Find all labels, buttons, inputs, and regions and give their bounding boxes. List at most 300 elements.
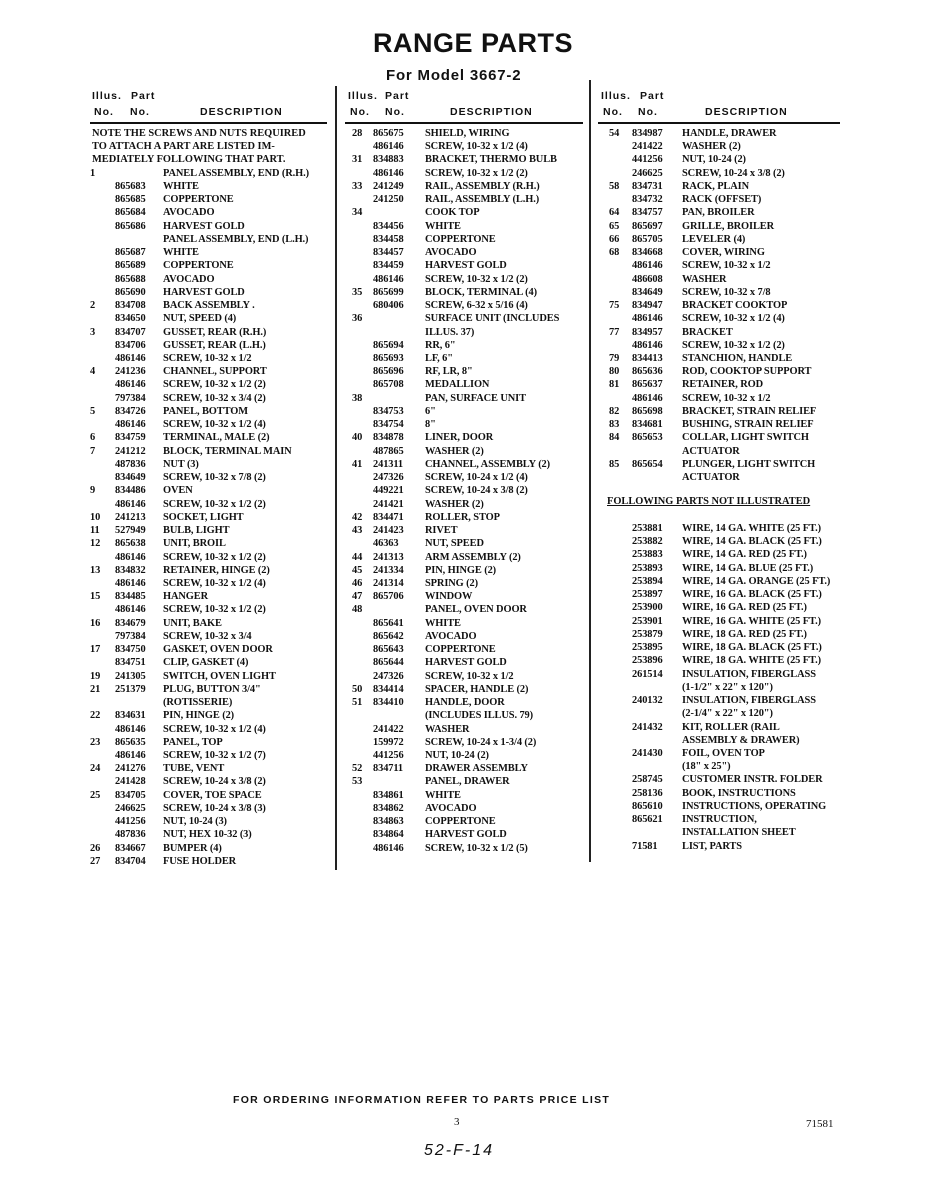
part-row <box>607 787 847 800</box>
part-description: UNIT, BROIL <box>163 538 226 550</box>
part-number: 486608 <box>632 273 663 285</box>
part-row <box>350 749 585 762</box>
part-description: (INCLUDES ILLUS. 79) <box>425 710 533 722</box>
illus-number: 40 <box>352 432 363 444</box>
illus-number: 7 <box>90 445 96 457</box>
part-description: BRACKET, STRAIN RELIEF <box>682 405 817 417</box>
part-description: NUT, 10-24 (2) <box>425 750 489 762</box>
part-description: SCREW, 10-32 x 1/2 (4) <box>682 313 785 325</box>
part-description: PANEL ASSEMBLY, END (L.H.) <box>163 233 309 245</box>
part-description: COPPERTONE <box>163 194 234 206</box>
part-number: 241423 <box>373 525 404 537</box>
part-row <box>350 299 585 312</box>
part-description: WHITE <box>425 220 461 232</box>
part-row <box>607 681 847 694</box>
part-number: 241305 <box>115 670 146 682</box>
part-number: 834731 <box>632 180 663 192</box>
part-description: RR, 6" <box>425 339 456 351</box>
part-description: SCREW, 10-32 x 1/2 (2) <box>163 551 266 563</box>
part-description: SCREW, 6-32 x 5/16 (4) <box>425 300 528 312</box>
part-number: 834410 <box>373 697 404 709</box>
part-number: 865708 <box>373 379 404 391</box>
part-description: HANDLE, DRAWER <box>682 128 777 139</box>
part-description: SCREW, 10-32 x 3/4 <box>163 630 252 642</box>
part-row <box>350 206 585 219</box>
part-number: 241421 <box>373 498 404 510</box>
header-part: Part <box>385 90 410 102</box>
part-row <box>607 813 847 826</box>
column-divider <box>589 80 591 862</box>
part-row <box>88 180 333 193</box>
part-number: 865693 <box>373 352 404 364</box>
illus-number: 27 <box>90 855 101 867</box>
part-description: BRACKET, THERMO BULB <box>425 154 557 166</box>
model-subtitle: For Model 3667-2 <box>386 67 522 84</box>
part-description: DRAWER ASSEMBLY <box>425 763 528 775</box>
illus-number: 15 <box>90 591 101 603</box>
part-description: WIRE, 14 GA. WHITE (25 FT.) <box>682 523 821 534</box>
part-description: INSTRUCTIONS, OPERATING <box>682 800 827 812</box>
part-description: BLOCK, TERMINAL (4) <box>425 286 537 298</box>
part-row <box>607 299 847 312</box>
part-row <box>607 405 847 418</box>
part-number: 834732 <box>632 194 663 206</box>
part-row <box>350 193 585 206</box>
part-description: LEVELER (4) <box>682 233 746 245</box>
part-description: BLOCK, TERMINAL MAIN <box>163 445 292 457</box>
part-description: PLUG, BUTTON 3/4" <box>163 683 261 695</box>
part-number: 441256 <box>373 750 404 762</box>
part-number: 486146 <box>632 392 663 404</box>
part-row <box>607 220 847 233</box>
part-row <box>350 259 585 272</box>
part-row <box>607 418 847 431</box>
part-description: RIVET <box>425 525 458 537</box>
part-number: 834414 <box>373 683 404 695</box>
part-number: 865684 <box>115 207 146 219</box>
part-row <box>350 736 585 749</box>
part-description: STANCHION, HANDLE <box>682 352 793 364</box>
part-number: 834459 <box>373 260 404 272</box>
part-number: 486146 <box>373 273 404 285</box>
illus-number: 34 <box>352 207 363 219</box>
part-number: 834757 <box>632 207 663 219</box>
part-number: 487836 <box>115 458 146 470</box>
part-description: HARVEST GOLD <box>425 260 507 272</box>
part-number: 865697 <box>632 220 663 232</box>
part-description: WASHER (2) <box>682 141 741 153</box>
part-row <box>607 548 847 561</box>
part-row <box>350 127 585 140</box>
part-number: 46363 <box>373 538 399 550</box>
part-number: 834957 <box>632 326 663 338</box>
part-description: WIRE, 16 GA. RED (25 FT.) <box>682 602 807 614</box>
part-number: 834485 <box>115 591 146 603</box>
part-number: 865638 <box>115 538 146 550</box>
part-number: 865687 <box>115 247 146 259</box>
illus-number: 23 <box>90 736 101 748</box>
part-number: 241422 <box>373 723 404 735</box>
part-description: BULB, LIGHT <box>163 525 230 537</box>
illus-number: 25 <box>90 789 101 801</box>
part-row <box>350 180 585 193</box>
part-description: TUBE, VENT <box>163 763 225 775</box>
part-row <box>350 233 585 246</box>
part-row <box>88 603 333 616</box>
part-row <box>350 815 585 828</box>
part-row <box>88 206 333 219</box>
part-description: COPPERTONE <box>425 816 496 828</box>
part-description: WHITE <box>425 789 461 801</box>
part-number: 241428 <box>115 776 146 788</box>
illus-number: 47 <box>352 591 363 603</box>
part-description: PANEL, TOP <box>163 736 223 748</box>
part-description: INSULATION, FIBERGLASS <box>682 695 816 707</box>
part-description: SCREW, 10-24 x 3/8 (2) <box>163 776 266 788</box>
illus-number: 21 <box>90 683 101 695</box>
part-description: SCREW, 10-32 x 1/2 (4) <box>163 577 266 589</box>
part-number: 486146 <box>115 604 146 616</box>
part-description: SCREW, 10-32 x 1/2 <box>163 352 252 364</box>
part-row <box>88 484 333 497</box>
illus-number: 84 <box>609 432 620 444</box>
header-rule <box>598 122 840 124</box>
part-description: WIRE, 14 GA. ORANGE (25 FT.) <box>682 575 831 587</box>
part-number: 865635 <box>115 736 146 748</box>
part-row <box>350 842 585 855</box>
part-row <box>88 511 333 524</box>
part-row <box>607 747 847 760</box>
part-description: RETAINER, ROD <box>682 379 764 391</box>
part-row <box>607 326 847 339</box>
illus-number: 50 <box>352 683 363 695</box>
part-description: PANEL, OVEN DOOR <box>425 604 527 616</box>
part-row <box>350 511 585 524</box>
part-description: FUSE HOLDER <box>163 855 237 867</box>
part-row <box>607 167 847 180</box>
part-row <box>350 696 585 709</box>
part-description: COPPERTONE <box>425 233 496 245</box>
part-number: 253879 <box>632 628 663 640</box>
part-description: TERMINAL, MALE (2) <box>163 432 270 444</box>
part-row <box>88 418 333 431</box>
part-row <box>88 855 333 868</box>
illus-number: 2 <box>90 300 96 312</box>
part-row <box>350 590 585 603</box>
part-description: HANGER <box>163 591 209 603</box>
part-row <box>88 498 333 511</box>
column-divider <box>335 86 337 870</box>
part-number: 865685 <box>115 194 146 206</box>
illus-number: 3 <box>90 326 96 338</box>
part-number: 834726 <box>115 405 146 417</box>
part-number: 865636 <box>632 366 663 378</box>
part-number: 486146 <box>115 379 146 391</box>
part-row <box>350 670 585 683</box>
part-description: SCREW, 10-32 x 1/2 (2) <box>163 604 266 616</box>
part-description: FOIL, OVEN TOP <box>682 747 765 759</box>
part-description: SURFACE UNIT (INCLUDES <box>425 313 560 325</box>
part-number: 240132 <box>632 695 663 707</box>
part-row <box>607 458 847 471</box>
illus-number: 79 <box>609 352 620 364</box>
part-row <box>88 524 333 537</box>
note-line: TO ATTACH A PART ARE LISTED IM- <box>92 141 275 153</box>
part-number: 247326 <box>373 670 404 682</box>
parts-column-1 <box>88 127 333 868</box>
part-row <box>350 828 585 841</box>
part-description: COPPERTONE <box>163 260 234 272</box>
part-description: BUMPER (4) <box>163 842 222 854</box>
part-description: AVOCADO <box>163 207 215 219</box>
header-part: Part <box>131 90 156 102</box>
part-row <box>88 577 333 590</box>
part-number: 865643 <box>373 644 404 656</box>
part-description: ASSEMBLY & DRAWER) <box>682 734 800 746</box>
part-description: WASHER (2) <box>425 498 484 510</box>
part-row <box>607 365 847 378</box>
part-row <box>607 668 847 681</box>
part-description: COPPERTONE <box>425 644 496 656</box>
part-number: 251379 <box>115 683 146 695</box>
part-row <box>350 537 585 550</box>
part-number: 834681 <box>632 419 663 431</box>
part-number: 253881 <box>632 523 663 534</box>
part-row <box>350 273 585 286</box>
part-description: SCREW, 10-24 x 3/8 (2) <box>425 485 528 497</box>
part-number: 241430 <box>632 747 663 759</box>
part-row <box>88 378 333 391</box>
part-row <box>350 762 585 775</box>
part-number: 241422 <box>632 141 663 153</box>
part-row <box>350 326 585 339</box>
part-row <box>88 352 333 365</box>
part-number: 241236 <box>115 366 146 378</box>
illus-number: 33 <box>352 180 363 192</box>
part-description: BRACKET COOKTOP <box>682 300 788 312</box>
part-row <box>88 326 333 339</box>
part-row <box>88 405 333 418</box>
part-description: BACK ASSEMBLY . <box>163 300 255 312</box>
part-row <box>88 551 333 564</box>
part-row <box>88 299 333 312</box>
part-description: WASHER <box>425 723 470 735</box>
part-number: 258136 <box>632 787 663 799</box>
part-description: SPRING (2) <box>425 577 478 589</box>
part-number: 486146 <box>373 141 404 153</box>
part-description: RETAINER, HINGE (2) <box>163 564 270 576</box>
part-description: HARVEST GOLD <box>163 286 245 298</box>
part-description: NUT, SPEED <box>425 538 484 550</box>
illus-number: 82 <box>609 405 620 417</box>
part-description: WIRE, 14 GA. RED (25 FT.) <box>682 549 807 561</box>
part-number: 449221 <box>373 485 404 497</box>
part-number: 834650 <box>115 313 146 325</box>
part-number: 834456 <box>373 220 404 232</box>
part-row <box>607 628 847 641</box>
part-description: WIRE, 14 GA. BLACK (25 FT.) <box>682 536 822 548</box>
part-row <box>350 617 585 630</box>
part-number: 253882 <box>632 536 663 548</box>
part-number: 241250 <box>373 194 404 206</box>
part-description: SCREW, 10-32 x 1/2 (2) <box>682 339 785 351</box>
part-row <box>88 842 333 855</box>
part-number: 258745 <box>632 774 663 786</box>
handwritten-note: 52-F-14 <box>424 1142 495 1159</box>
part-description: (18" x 25") <box>682 761 731 773</box>
part-row <box>88 723 333 736</box>
part-description: SHIELD, WIRING <box>425 128 510 139</box>
part-row <box>88 630 333 643</box>
illus-number: 38 <box>352 392 363 404</box>
part-description: LINER, DOOR <box>425 432 494 444</box>
part-number: 486146 <box>632 313 663 325</box>
part-description: PIN, HINGE (2) <box>163 710 235 722</box>
part-description: SCREW, 10-32 x 1/2 (4) <box>163 419 266 431</box>
part-row <box>350 458 585 471</box>
part-description: WASHER <box>682 273 727 285</box>
part-row <box>607 760 847 773</box>
part-description: WIRE, 14 GA. BLUE (25 FT.) <box>682 562 814 574</box>
illus-number: 12 <box>90 538 101 550</box>
part-row <box>88 683 333 696</box>
illus-number: 52 <box>352 763 363 775</box>
part-description: SCREW, 10-24 x 3/8 (3) <box>163 802 266 814</box>
part-description: KIT, ROLLER (RAIL <box>682 721 780 733</box>
part-row <box>350 603 585 616</box>
part-row <box>607 562 847 575</box>
part-description: GUSSET, REAR (L.H.) <box>163 339 266 351</box>
part-number: 486146 <box>115 551 146 563</box>
part-description: AVOCADO <box>163 273 215 285</box>
part-description: AVOCADO <box>425 802 477 814</box>
part-description: SCREW, 10-32 x 1/2 (2) <box>425 273 528 285</box>
header-illus-no: No. <box>603 106 623 118</box>
part-number: 834751 <box>115 657 146 669</box>
part-number: 253894 <box>632 575 663 587</box>
illus-number: 64 <box>609 207 620 219</box>
part-row <box>607 259 847 272</box>
part-number: 834754 <box>373 419 404 431</box>
part-row <box>88 339 333 352</box>
part-description: SCREW, 10-32 x 3/4 (2) <box>163 392 266 404</box>
header-illus: Illus. <box>348 90 378 102</box>
part-number: 834679 <box>115 617 146 629</box>
header-illus-no: No. <box>350 106 370 118</box>
part-description: WIRE, 18 GA. WHITE (25 FT.) <box>682 655 821 667</box>
part-number: 797384 <box>115 630 146 642</box>
part-description: UNIT, BAKE <box>163 617 222 629</box>
part-row <box>88 643 333 656</box>
part-number: 486146 <box>115 352 146 364</box>
part-description: ROLLER, STOP <box>425 511 500 523</box>
part-description: COVER, WIRING <box>682 247 765 259</box>
part-row <box>350 656 585 669</box>
part-row <box>88 233 333 246</box>
part-description: CHANNEL, ASSEMBLY (2) <box>425 458 551 470</box>
illus-number: 45 <box>352 564 363 576</box>
part-number: 865610 <box>632 800 663 812</box>
parts-column-3 <box>607 127 847 484</box>
part-description: ROD, COOKTOP SUPPORT <box>682 366 812 378</box>
part-description: LF, 6" <box>425 352 453 364</box>
part-description: BOOK, INSTRUCTIONS <box>682 787 796 799</box>
part-row <box>607 339 847 352</box>
part-row <box>607 826 847 839</box>
part-row <box>350 352 585 365</box>
illus-number: 83 <box>609 419 620 431</box>
part-number: 834711 <box>373 763 403 775</box>
part-number: 71581 <box>632 840 658 852</box>
illus-number: 81 <box>609 379 620 391</box>
part-number: 253900 <box>632 602 663 614</box>
illus-number: 19 <box>90 670 101 682</box>
part-description: NUT, SPEED (4) <box>163 313 237 325</box>
part-number: 865688 <box>115 273 146 285</box>
part-row <box>607 601 847 614</box>
header-description: DESCRIPTION <box>200 106 283 118</box>
part-row <box>350 378 585 391</box>
part-number: 486146 <box>115 750 146 762</box>
part-number: 487865 <box>373 445 404 457</box>
part-row <box>607 694 847 707</box>
part-description: MEDALLION <box>425 379 490 391</box>
part-number: 865675 <box>373 128 404 139</box>
part-description: OVEN <box>163 485 193 497</box>
part-row <box>350 723 585 736</box>
part-row <box>607 206 847 219</box>
part-description: WASHER (2) <box>425 445 484 457</box>
part-row <box>607 800 847 813</box>
part-row <box>350 418 585 431</box>
part-number: 865690 <box>115 286 146 298</box>
part-description: PAN, SURFACE UNIT <box>425 392 526 404</box>
illus-number: 54 <box>609 128 620 139</box>
part-description: COOK TOP <box>425 207 480 219</box>
part-row <box>350 564 585 577</box>
part-description: SCREW, 10-32 x 7/8 <box>682 286 771 298</box>
part-number: 834832 <box>115 564 146 576</box>
part-row <box>607 431 847 444</box>
part-number: 834667 <box>115 842 146 854</box>
part-row <box>350 630 585 643</box>
part-description: COLLAR, LIGHT SWITCH <box>682 432 809 444</box>
part-description: LIST, PARTS <box>682 840 742 852</box>
part-number: 253897 <box>632 589 663 601</box>
illus-number: 77 <box>609 326 620 338</box>
part-row <box>350 709 585 722</box>
part-row <box>88 259 333 272</box>
part-number: 241313 <box>373 551 404 563</box>
part-number: 834471 <box>373 511 404 523</box>
part-number: 241212 <box>115 445 146 457</box>
header-illus: Illus. <box>601 90 631 102</box>
part-number: 680406 <box>373 300 404 312</box>
part-row <box>607 273 847 286</box>
part-number: 834753 <box>373 405 404 417</box>
header-illus-no: No. <box>94 106 114 118</box>
part-description: ACTUATOR <box>682 472 740 484</box>
part-number: 486146 <box>632 260 663 272</box>
part-row <box>607 378 847 391</box>
illus-number: 43 <box>352 525 363 537</box>
part-number: 834883 <box>373 154 404 166</box>
part-number: 159972 <box>373 736 404 748</box>
part-description: WIRE, 18 GA. RED (25 FT.) <box>682 628 807 640</box>
part-description: SOCKET, LIGHT <box>163 511 244 523</box>
illus-number: 53 <box>352 776 363 788</box>
part-row <box>607 721 847 734</box>
